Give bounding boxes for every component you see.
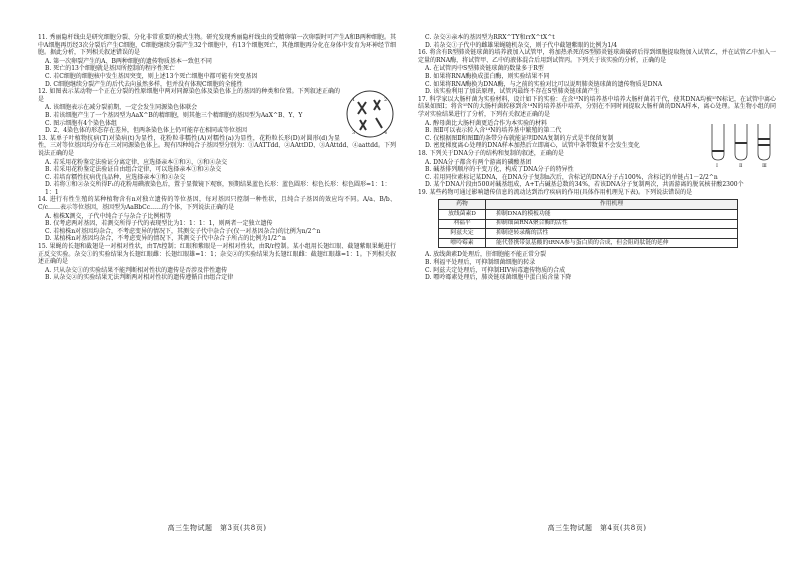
question-14 bbox=[38, 196, 396, 243]
option-c: C. 若用同位素标记某DNA，在DNA分子复制n次后，含标记的DNA分子占100%，含标记的单链占1－2/2^n bbox=[425, 173, 718, 181]
option-d: D. 某个DNA片段由500对碱基组成，A+T占碱基总数的34%，若该DNA分子复制两次，共需游离的脱氧核苷酸2300个 bbox=[425, 181, 744, 189]
table-row bbox=[439, 219, 738, 229]
drug-mechanism: 抑制DNA的模板功能 bbox=[486, 210, 738, 220]
svg-text:2: 2 bbox=[384, 97, 388, 104]
question-13 bbox=[38, 135, 396, 197]
question-stem: 15. 果蝇的长翅和截翅是一对相对性状，由T/t控制；红眼和紫眼是一对相对性状，由R/r控制。某小组用长翅红眼、截翅紫眼果蝇进行正反交实验。杂交①的实验结果为长翅红眼雌：长翅红眼雄=1：1；杂交②的实验结果为长翅红眼雌：截翅红眼雄=1：1。下列相关叙述正确的是 bbox=[38, 243, 396, 266]
question-12 bbox=[38, 88, 396, 135]
question-stem: 14. 进行有性生殖的某种植物含有n对独立遗传的等位基因，每对基因只控制一种性状，且纯合子基因的效应均不同。A/a、B/b、C/c……表示等位基因，基因型为AaBbCc……的个体，下列说法正确的是 bbox=[38, 196, 396, 212]
tube-label-2: Ⅱ bbox=[739, 162, 743, 168]
question-15 bbox=[38, 243, 396, 282]
option-b: B. 从杂交②的实验结果无法判断两对相对性状的遗传遵循自由组合定律 bbox=[45, 274, 234, 282]
option-b: B. 仅考虑两对基因，若测交所得子代的表现型比为1：1：1：1，则两者一定独立遗传 bbox=[45, 220, 273, 228]
drug-name: 利福平 bbox=[439, 219, 486, 229]
header-mechanism: 作用机理 bbox=[486, 200, 738, 210]
question-stem: 13. 某单子叶植物抗病(T)对染病(t)为显性，花粉粒非糯性(A)对糯性(a)为显性，花粉粒长形(D)对圆形(d)为显性，三对等位基因均分布在三对同源染色体上。现有四种纯合子基因型分别为：①AATTdd、②AAttDD、③AAttdd、④aattdd。下列说法正确的是 bbox=[38, 134, 396, 157]
question-15-continued bbox=[418, 34, 776, 49]
table-row bbox=[439, 238, 738, 248]
option-a: A. DNA分子都含有两个游离的磷酸基团 bbox=[425, 158, 532, 166]
option-c: C. 仅根据图Ⅱ和图Ⅲ的条带分布就能证明DNA复制的方式是半保留复制 bbox=[425, 134, 614, 142]
question-stem: 11. 秀丽隐杆线虫是研究细胞分裂、分化非常重要的模式生物。研究发现秀丽隐杆线虫的受精卵第一次卵裂时可产生A和B两种细胞。其中A细胞再历经3次分裂后产生C细胞，C细胞继续分裂产生32个细胞中，有13个细胞死亡，其他细胞再分化在身体中发育为环神经节细胞。据此分析，下列相关叙述错误的是 bbox=[38, 34, 396, 57]
option-d: D. 密度梯度离心处理的DNA样本加热后立即离心，试管中条带数量不会发生变化 bbox=[425, 142, 640, 150]
option-a: A. 醇母菌比大肠杆菌更适合作为本实验的材料 bbox=[425, 119, 548, 127]
right-page bbox=[418, 34, 776, 522]
centrifuge-tubes-figure bbox=[706, 120, 776, 168]
page-footer-left: 高三生物试题 第3页(共8页) bbox=[167, 524, 267, 532]
option-b: B. 利福平处理后，可抑制细菌细胞的转录 bbox=[425, 259, 536, 267]
table-row bbox=[439, 229, 738, 239]
option-a: A. 只从杂交①的实验结果不能判断相对性状的遗传是否涉及伴性遗传 bbox=[45, 266, 228, 274]
option-a: A. 第一次卵裂产生的A、B两种细胞的遗传物质基本一致但不同 bbox=[45, 57, 212, 65]
option-c: C. 如果将RNA酶换为DNA酶，与之前的实验对比可以说明肺炎链球菌的遗传物质是DNA bbox=[425, 80, 663, 88]
svg-text:4: 4 bbox=[384, 130, 388, 137]
question-stem: 19. 某些药物可通过影响遗传信息的流动达到治疗疾病的作用(具体作用机理见下表)。下列说法错误的是 bbox=[418, 188, 693, 196]
left-page bbox=[38, 34, 396, 522]
table-header-row bbox=[439, 200, 738, 210]
question-11 bbox=[38, 34, 396, 88]
question-stem: 16. 将含有R型肺炎链球菌的培养液加入试管甲，将加热杀死的S型肺炎链球菌破碎后得到细胞提取物加入试管乙，并在试管乙中加入一定量的RNA酶，将试管甲、乙中的液体混合后用到试管丙。下列关于该实验的分析，正确的是 bbox=[418, 49, 776, 64]
option-c: C. 若植株n对基因均杂合，不考虑变异的情况下，其测交子代中杂合子(仅一对基因杂合)的比例为n/2^n bbox=[45, 227, 321, 235]
drug-name: 放线菌素D bbox=[439, 210, 486, 220]
option-c: C. 阿兹夫定处理后，可抑制HIV病毒遗传物质的合成 bbox=[425, 266, 566, 274]
page-footer-right: 高三生物试题 第4页(共8页) bbox=[547, 524, 647, 532]
question-16 bbox=[418, 49, 776, 96]
option-d: D. 某植株n对基因均杂合，不考虑变异的情况下，其测交子代中杂合子所占的比例为1/2^n bbox=[45, 235, 286, 243]
option-a: A. 该细胞表示在减分裂前期，一定会发生同源染色体联会 bbox=[45, 104, 198, 112]
option-a: A. 植株X测交，子代中纯合子与杂合子比例相等 bbox=[45, 212, 172, 220]
option-b: B. 若采用花粉鉴定法验证自由组合定律，可以选择亲本①和②杂交 bbox=[45, 166, 222, 174]
option-d: D. 该实验利用了加法原理，试管丙最终不存在S型肺炎链球菌产生 bbox=[425, 88, 600, 96]
option-c: C. 杂交②亲本的基因型为RRX^TY和rrX^tX^t bbox=[425, 34, 555, 41]
drug-mechanism: 能代替携带氨基酸的tRNA参与蛋白质的合成，但会阻碍肽链的延伸 bbox=[486, 238, 738, 248]
tube-label-1: Ⅰ bbox=[716, 162, 718, 168]
option-b: B. 碱基排列顺序的千变万化，构成了DNA分子的特异性 bbox=[425, 166, 574, 174]
option-d: D. 嘌呤霉素处理后，肺炎链球菌细胞中蛋白质含量下降 bbox=[425, 274, 572, 282]
table-row bbox=[439, 210, 738, 220]
option-b: B. 死亡的13个细胞就是基因所控制的程序性死亡 bbox=[45, 65, 175, 73]
question-19 bbox=[418, 189, 776, 282]
cell-chromosome-figure bbox=[344, 88, 396, 140]
drug-mechanism-table bbox=[438, 199, 738, 248]
option-d: D. 若杂交①子代中的雌雄果蝇随机杂交，则子代中截翅紫眼的比例为1/4 bbox=[425, 41, 618, 49]
option-d: D. 若将①和②杂交所得F₁的花粉用碘液染色后，置于显微镜下观察，预期结果蓝色长形：蓝色圆形：棕色长形：棕色圆形=1：1：1：1 bbox=[45, 181, 391, 196]
drug-name: 阿兹夫定 bbox=[439, 229, 486, 239]
option-c: C. 图示细胞有4个染色体组 bbox=[45, 119, 118, 127]
option-b: B. 图Ⅱ可以表示转入含¹⁴N的培养基中繁殖的第二代 bbox=[425, 127, 562, 135]
drug-mechanism: 抑制逆转录酶的活性 bbox=[486, 229, 738, 239]
svg-text:1: 1 bbox=[352, 97, 356, 104]
option-a: A. 在试管丙中S型肺炎链球菌的数量多于R型 bbox=[425, 65, 544, 73]
drug-mechanism: 抑制细菌RNA聚合酶的活性 bbox=[486, 219, 738, 229]
question-stem: 17. 科学家以大肠杆菌为实验材料，设计如下的实验：在含¹⁵N的培养基中培养大肠杆菌若干代，使其DNA均被¹⁵N标记，在试管中离心结果如图Ⅰ；将含¹⁵N的大肠杆菌转移到含¹⁴N的培养基中培养，分别在不同时间提取大肠杆菌的DNA样本，离心处理。某生物小组的同学对实验结果进行了分析，下列有关叙述正确的是 bbox=[418, 95, 776, 118]
question-stem: 18. 下列关于DNA分子的结构和复制的叙述，正确的是 bbox=[418, 149, 564, 157]
option-b: B. 如果将RNA酶换成蛋白酶，则实验结果不同 bbox=[425, 72, 550, 80]
tube-label-3: Ⅲ bbox=[762, 162, 767, 168]
option-d: D. C细胞继续分裂产生的后代去向虽然多样，但并没有体现C细胞的全能性 bbox=[45, 80, 243, 88]
drug-name: 嘌呤霉素 bbox=[439, 238, 486, 248]
option-c: C. 若培育糯性抗病优良品种，应选择亲本①和④杂交 bbox=[45, 173, 186, 181]
option-b: B. 若该细胞产生了一个基因型为AaX^B的精细胞，则其他三个精细胞的基因型为AaX^B、Y、Y bbox=[45, 111, 303, 119]
header-drug: 药物 bbox=[439, 200, 486, 210]
option-a: A. 放线菌素D处理后，肝细胞能不能正常分裂 bbox=[425, 251, 546, 259]
svg-text:3: 3 bbox=[352, 130, 356, 137]
option-c: C. 若C细胞的细胞核中发生基因突变，则上述13个死亡细胞中都可能有突变基因 bbox=[45, 72, 258, 80]
option-a: A. 若采用花粉鉴定法验证分离定律，应选择亲本①和②，③和④杂交 bbox=[45, 158, 228, 166]
question-stem: 12. 如图表示某动物一个正在分裂的性原细胞中两对同源染色体及染色体上的基因的种类和位置。下列叙述正确的是 bbox=[38, 88, 340, 103]
option-d: D. 2、4染色体的形态存在差异，但两条染色体上仍可能存在相同或等位基因 bbox=[45, 127, 248, 135]
